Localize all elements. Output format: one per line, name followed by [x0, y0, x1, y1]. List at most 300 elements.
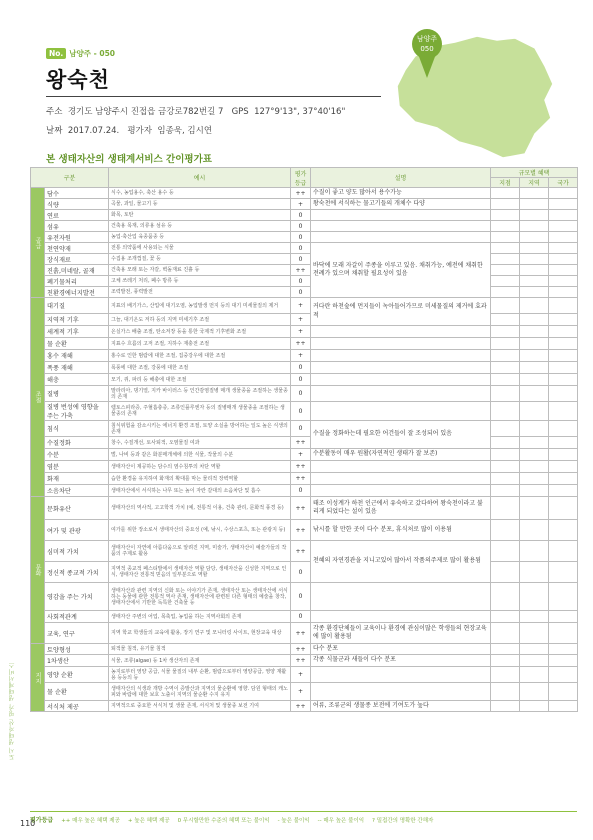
page-number: 110 [20, 819, 36, 828]
service-example: 생태자산에서 서식하는 나무 또는 높이 자란 갈대의 소음차단 및 흡수 [109, 485, 291, 497]
benefit-local-cell [491, 254, 520, 265]
service-description [311, 232, 491, 243]
benefit-region-cell [520, 298, 549, 314]
service-grade: + [291, 314, 311, 326]
service-example: 화목, 토탄 [109, 210, 291, 221]
service-example: 창수, 수질개선, 토사퇴적, 오염물질 여과 [109, 437, 291, 449]
category-group-label: 지지 [34, 671, 41, 684]
service-item: 정신적 종교적 가치 [45, 562, 109, 583]
table-row [31, 254, 578, 265]
service-example: 퇴적물 침적, 유기물 침적 [109, 644, 291, 655]
benefit-nation-cell [549, 449, 578, 461]
table-row [31, 683, 578, 701]
assessment-table [30, 167, 578, 712]
service-item: 소음차단 [45, 485, 109, 497]
section-title: 본 생태자산의 생태계서비스 간이평가표 [46, 154, 212, 165]
benefit-region-cell [520, 583, 549, 611]
benefit-nation-cell [549, 402, 578, 421]
table-row [31, 485, 578, 497]
benefit-nation-cell [549, 314, 578, 326]
service-example: 식수, 농업용수, 축산 용수 등 [109, 188, 291, 199]
benefit-nation-cell [549, 276, 578, 287]
service-grade: 0 [291, 583, 311, 611]
service-example: 지역적 종교적 페스티발에서 생태자산 역할 담당, 생태자산을 신성한 지역으로 인식, 생태자산 전통적 믿음의 일부분으로 역할 [109, 562, 291, 583]
service-example: 렙토스피라증, 주혈흡충증, 조류인플루엔자 등의 질병매개 생물종을 조절하는 생물종의 존재 [109, 402, 291, 421]
service-example: 그늘, 대기온도 저하 등의 지역 미세기후 조절 [109, 314, 291, 326]
benefit-region-cell [520, 210, 549, 221]
service-grade: ++ [291, 520, 311, 541]
service-grade: 0 [291, 287, 311, 298]
service-grade: 0 [291, 562, 311, 583]
benefit-nation-cell [549, 473, 578, 485]
benefit-nation-cell [549, 265, 578, 276]
service-grade: ++ [291, 461, 311, 473]
benefit-nation-cell [549, 611, 578, 623]
benefit-local-cell [491, 421, 520, 437]
benefit-region-cell [520, 520, 549, 541]
benefit-region-cell [520, 473, 549, 485]
table-row [31, 583, 578, 611]
service-item: 질병 [45, 386, 109, 402]
table-row [31, 314, 578, 326]
category-group-cell [31, 497, 45, 644]
legend-item: ? 밀접간의 명확한 간해자 [372, 817, 434, 824]
service-item: 섬유 [45, 221, 109, 232]
service-grade: 0 [291, 243, 311, 254]
assessor-label: 평가자 [127, 126, 152, 136]
service-grade: + [291, 449, 311, 461]
service-item: 침식 [45, 421, 109, 437]
benefit-region-cell [520, 485, 549, 497]
service-grade: 0 [291, 276, 311, 287]
table-row [31, 402, 578, 421]
benefit-local-cell [491, 473, 520, 485]
service-item: 대기질 [45, 298, 109, 314]
category-group-label: 공급 [34, 236, 41, 249]
benefit-nation-cell [549, 210, 578, 221]
benefit-nation-cell [549, 421, 578, 437]
meta-address-row [46, 105, 345, 117]
grade-legend [30, 811, 577, 824]
table-row [31, 386, 578, 402]
benefit-region-cell [520, 350, 549, 362]
service-description [311, 350, 491, 362]
benefit-nation-cell [549, 232, 578, 243]
service-example: 벌, 나비 등과 같은 화분매개체에 의한 식물, 작물의 수분 [109, 449, 291, 461]
benefit-nation-cell [549, 386, 578, 402]
benefit-local-cell [491, 210, 520, 221]
service-item: 물 순환 [45, 683, 109, 701]
address-value: 경기도 남양주시 진접읍 금강로782번길 7 [67, 107, 224, 117]
benefit-local-cell [491, 497, 520, 520]
service-grade: ++ [291, 338, 311, 350]
benefit-local-cell [491, 350, 520, 362]
service-item: 심미적 가치 [45, 541, 109, 562]
benefit-region-cell [520, 243, 549, 254]
benefit-nation-cell [549, 437, 578, 449]
table-row [31, 473, 578, 485]
benefit-nation-cell [549, 485, 578, 497]
legend-item: - 높은 불이익 [277, 817, 310, 824]
table-row [31, 338, 578, 350]
service-grade: 0 [291, 485, 311, 497]
service-item: 1차생산 [45, 655, 109, 667]
service-example: 고체 쓰레기 처리, 폐수 방류 등 [109, 276, 291, 287]
benefit-region-cell [520, 338, 549, 350]
benefit-region-cell [520, 326, 549, 338]
benefit-region-cell [520, 461, 549, 473]
legend-item: -- 매우 높은 불이익 [317, 817, 365, 824]
benefit-local-cell [491, 655, 520, 667]
legend-item: 0 무시할만한 수준의 혜택 또는 불이익 [177, 817, 270, 824]
service-item: 교육, 연구 [45, 623, 109, 644]
table-row [31, 449, 578, 461]
service-description: 천혜의 자연경관을 지니고있어 많아서 작품의주제로 많이 활용됨 [311, 541, 491, 583]
table-row [31, 421, 578, 437]
service-example: 생태자산 주변의 어업, 목축업, 농업을 하는 지역사회의 존재 [109, 611, 291, 623]
gps-label: GPS [231, 107, 249, 117]
table-row [31, 655, 578, 667]
service-item: 수분 [45, 449, 109, 461]
legend-item: ++ 매우 높은 혜택 제공 [61, 817, 120, 824]
service-description: 수분활동이 매우 원활(자연적인 생태가 잘 보존) [311, 449, 491, 461]
benefit-nation-cell [549, 221, 578, 232]
site-badge [46, 47, 115, 60]
benefit-nation-cell [549, 683, 578, 701]
benefit-region-cell [520, 221, 549, 232]
service-item: 질병 번성에 영향을 주는 가축 [45, 402, 109, 421]
benefit-nation-cell [549, 350, 578, 362]
benefit-nation-cell [549, 338, 578, 350]
assessor-value: 임종욱, 김시연 [157, 126, 213, 136]
category-group-cell [31, 298, 45, 497]
table-row [31, 701, 578, 712]
benefit-local-cell [491, 326, 520, 338]
service-example: 지역적으로 중요한 서식처 및 생물 존재, 서식처 및 생물종 보전 기여 [109, 701, 291, 712]
benefit-local-cell [491, 520, 520, 541]
service-item: 장식재료 [45, 254, 109, 265]
table-body [31, 188, 578, 712]
table-row [31, 562, 578, 583]
header-benefit: 규모별 혜택 [491, 168, 578, 178]
service-description [311, 326, 491, 338]
service-grade: 0 [291, 611, 311, 623]
service-description: 낚시를 할 만한 곳이 다수 분포, 휴식처로 많이 이용됨 [311, 520, 491, 541]
service-example: 습한 환경을 유지하여 화재의 확대를 막는 물리적 장벽역할 [109, 473, 291, 485]
table-row [31, 243, 578, 254]
benefit-local-cell [491, 386, 520, 402]
benefit-region-cell [520, 623, 549, 644]
service-item: 세계적 기후 [45, 326, 109, 338]
service-description: 수질이 좋고 양도 많아서 용수가능 [311, 188, 491, 199]
benefit-local-cell [491, 611, 520, 623]
benefit-local-cell [491, 298, 520, 314]
location-map [385, 26, 565, 166]
service-description: 각종 식물군과 새들이 다수 분포 [311, 655, 491, 667]
service-grade: + [291, 326, 311, 338]
badge-code: 남양주 - 050 [69, 49, 116, 58]
address-label: 주소 [46, 107, 63, 117]
service-description [311, 402, 491, 421]
benefit-local-cell [491, 232, 520, 243]
benefit-region-cell [520, 199, 549, 210]
benefit-region-cell [520, 276, 549, 287]
service-example: 침식위험을 감소시키는 에너지 환경 조절, 토양 소실을 방어하는 일도 높은 식생의 존재 [109, 421, 291, 437]
service-description: 각종 환경단체들이 교육이나 환경에 관심이많은 학생들의 현장교육에 많이 활용됨 [311, 623, 491, 644]
service-grade: + [291, 199, 311, 210]
service-description [311, 611, 491, 623]
table-row [31, 667, 578, 683]
title-divider [46, 96, 381, 97]
benefit-nation-cell [549, 374, 578, 386]
service-grade: ++ [291, 655, 311, 667]
table-row [31, 199, 578, 210]
benefit-local-cell [491, 623, 520, 644]
benefit-nation-cell [549, 583, 578, 611]
service-description: 다수 분포 [311, 644, 491, 655]
benefit-local-cell [491, 485, 520, 497]
service-grade: ++ [291, 437, 311, 449]
table-row [31, 623, 578, 644]
header-example: 예시 [109, 168, 291, 188]
benefit-local-cell [491, 402, 520, 421]
service-description [311, 221, 491, 232]
table-row [31, 232, 578, 243]
benefit-local-cell [491, 287, 520, 298]
service-item: 사회적관계 [45, 611, 109, 623]
table-row [31, 611, 578, 623]
benefit-nation-cell [549, 199, 578, 210]
header-nation: 국가 [549, 178, 578, 188]
table-row [31, 326, 578, 338]
service-description: 수질을 정화하는데 필요한 어건들이 잘 조성되어 있음 [311, 421, 491, 449]
table-row [31, 362, 578, 374]
table-row [31, 437, 578, 449]
service-example: 여가를 위한 장소로서 생태자산의 중요성 (예, 낚시, 수상스포츠, 또는 관광지 등) [109, 520, 291, 541]
service-example: 농지로부터 영양 공급, 식물 물질의 내부 순환, 범람으로부터 영양공급, 영양 재활용 등등의 등 [109, 667, 291, 683]
benefit-nation-cell [549, 254, 578, 265]
legend-label: 평가등급 [30, 817, 54, 824]
benefit-region-cell [520, 644, 549, 655]
service-example: 지표의 배기가스, 산업에 대기오염, 농업발생 먼지 등의 대기 미세물질의 제거 [109, 298, 291, 314]
benefit-local-cell [491, 541, 520, 562]
benefit-region-cell [520, 701, 549, 712]
service-item: 지역적 기후 [45, 314, 109, 326]
benefit-region-cell [520, 437, 549, 449]
service-example: 곡물, 과일, 물고기 등 [109, 199, 291, 210]
service-description: 어류, 조류군의 생물종 보전에 기여도가 높다 [311, 701, 491, 712]
service-item: 화재 [45, 473, 109, 485]
service-grade: + [291, 350, 311, 362]
service-description [311, 473, 491, 485]
side-running-text: 도시 생태자산 평가 생태계서비스 [9, 661, 16, 760]
service-item: 문화유산 [45, 497, 109, 520]
service-example: 지역 학교 학생들의 교육에 활용, 장기 연구 및 모니터링 사이트, 현장교육 대상 [109, 623, 291, 644]
category-group-label: 문화 [34, 564, 41, 576]
benefit-nation-cell [549, 243, 578, 254]
service-description [311, 210, 491, 221]
benefit-local-cell [491, 437, 520, 449]
benefit-region-cell [520, 541, 549, 562]
benefit-local-cell [491, 338, 520, 350]
table-row [31, 298, 578, 314]
benefit-local-cell [491, 461, 520, 473]
table-row [31, 221, 578, 232]
service-example: 생태자산과 관련 지역의 신화 또는 이야기가 존재, 생태자산 또는 생태자산에 서식하는 동물에 관한 전통적 역사 존재, 생태자산에 관련된 다른 형태의 예술을 창작, 생태자산에서 기반한 독특한 건축물 등 [109, 583, 291, 611]
category-group-cell [31, 188, 45, 298]
table-row [31, 461, 578, 473]
service-item: 진흙,미네랄, 골재 [45, 265, 109, 276]
benefit-local-cell [491, 644, 520, 655]
service-item: 토양형성 [45, 644, 109, 655]
service-item: 담수 [45, 188, 109, 199]
service-example: 수집용 조개껍질, 꽃 등 [109, 254, 291, 265]
benefit-region-cell [520, 655, 549, 667]
service-item: 천연약재 [45, 243, 109, 254]
service-example: 전통 의약품에 사용되는 식물 [109, 243, 291, 254]
service-grade: 0 [291, 221, 311, 232]
service-description [311, 485, 491, 497]
benefit-nation-cell [549, 362, 578, 374]
benefit-region-cell [520, 683, 549, 701]
service-description: 바닥에 모래 자갈이 주종을 이루고 있음. 채취가능, 예전에 채취한 전례가 있으며 채취할 필요성이 있음 [311, 243, 491, 298]
service-example: 폭풍에 대한 조절, 강풍에 대한 조절 [109, 362, 291, 374]
benefit-region-cell [520, 421, 549, 437]
benefit-region-cell [520, 287, 549, 298]
benefit-local-cell [491, 701, 520, 712]
service-grade: 0 [291, 232, 311, 243]
header-grade: 평가 등급 [291, 168, 311, 188]
service-item: 염분 [45, 461, 109, 473]
benefit-region-cell [520, 188, 549, 199]
benefit-local-cell [491, 374, 520, 386]
map-label-code: 050 [420, 45, 434, 53]
service-grade: + [291, 298, 311, 314]
benefit-region-cell [520, 314, 549, 326]
benefit-nation-cell [549, 644, 578, 655]
service-item: 영양 순환 [45, 667, 109, 683]
category-group-cell [31, 644, 45, 712]
service-grade: ++ [291, 497, 311, 520]
benefit-local-cell [491, 243, 520, 254]
map-label-name: 남양주 [416, 35, 438, 43]
table-row [31, 210, 578, 221]
service-grade: 0 [291, 362, 311, 374]
benefit-nation-cell [549, 667, 578, 683]
service-item: 서식처 제공 [45, 701, 109, 712]
service-description [311, 583, 491, 611]
benefit-local-cell [491, 583, 520, 611]
header-description: 설명 [311, 168, 491, 188]
benefit-nation-cell [549, 287, 578, 298]
service-description [311, 461, 491, 473]
table-row [31, 188, 578, 199]
date-label: 날짜 [46, 126, 63, 136]
service-grade: 0 [291, 374, 311, 386]
service-item: 식량 [45, 199, 109, 210]
service-item: 해충 [45, 374, 109, 386]
header-local: 지점 [491, 178, 520, 188]
service-example: 생태자산의 역사적, 고고학적 가치 (예, 전통적 이용, 건축 관리, 문화적 풍경 등) [109, 497, 291, 520]
table-row [31, 497, 578, 520]
service-example: 말라리아, 댕기열, 지카 바이러스 등 인간감염질병 매개 생물종을 조절하는 생물종의 존재 [109, 386, 291, 402]
service-item: 물 순환 [45, 338, 109, 350]
service-example: 농업·축산업 육종품종 등 [109, 232, 291, 243]
service-item: 폐기물처리 [45, 276, 109, 287]
benefit-local-cell [491, 199, 520, 210]
service-description [311, 338, 491, 350]
service-example: 온실가스 배출 조절, 탄소저장 등을 통한 국제적 기후변화 조절 [109, 326, 291, 338]
table-row [31, 265, 578, 276]
service-grade: + [291, 667, 311, 683]
page-title: 왕숙천 [46, 68, 110, 92]
benefit-nation-cell [549, 188, 578, 199]
gps-value: 127°9'13", 37°40'16" [254, 107, 346, 117]
service-grade: ++ [291, 188, 311, 199]
benefit-region-cell [520, 497, 549, 520]
service-item: 폭풍 재해 [45, 362, 109, 374]
service-item: 여가 및 관광 [45, 520, 109, 541]
table-row [31, 541, 578, 562]
benefit-nation-cell [549, 541, 578, 562]
benefit-local-cell [491, 314, 520, 326]
service-example: 건축용 모래 또는 자갈, 벽돌재료 진흙 등 [109, 265, 291, 276]
service-description [311, 667, 491, 683]
service-grade: ++ [291, 701, 311, 712]
benefit-local-cell [491, 188, 520, 199]
service-grade: ++ [291, 623, 311, 644]
service-grade: ++ [291, 473, 311, 485]
benefit-local-cell [491, 667, 520, 683]
service-item: 연료 [45, 210, 109, 221]
benefit-local-cell [491, 362, 520, 374]
benefit-local-cell [491, 562, 520, 583]
table-row [31, 374, 578, 386]
service-grade: 0 [291, 386, 311, 402]
badge-no: No. [46, 48, 66, 59]
benefit-region-cell [520, 265, 549, 276]
benefit-local-cell [491, 265, 520, 276]
benefit-nation-cell [549, 298, 578, 314]
service-grade: ++ [291, 265, 311, 276]
benefit-nation-cell [549, 701, 578, 712]
benefit-nation-cell [549, 562, 578, 583]
service-example: 생태자산이 자연에 아름다움으로 알려진 지역, 미술가, 생태자산이 예술가들의 작품의 주제로 활용 [109, 541, 291, 562]
service-description: 커다란 하천숲에 먼지들이 녹아들어가므로 미세물질의 제거에 효과적 [311, 298, 491, 326]
service-example: 홍수로 인한 범람에 대한 조절, 집중강우에 대한 조절 [109, 350, 291, 362]
benefit-local-cell [491, 683, 520, 701]
service-description [311, 386, 491, 402]
benefit-region-cell [520, 611, 549, 623]
service-example: 지표수 흐름의 고저 조절, 지하수 재충전 조절 [109, 338, 291, 350]
table-row [31, 644, 578, 655]
benefit-nation-cell [549, 461, 578, 473]
service-item: 유전자원 [45, 232, 109, 243]
service-grade: 0 [291, 254, 311, 265]
service-grade: ++ [291, 541, 311, 562]
benefit-region-cell [520, 232, 549, 243]
service-grade: + [291, 683, 311, 701]
table-row [31, 520, 578, 541]
table-row [31, 276, 578, 287]
benefit-region-cell [520, 402, 549, 421]
service-description [311, 683, 491, 701]
benefit-local-cell [491, 221, 520, 232]
service-grade: 0 [291, 210, 311, 221]
service-example: 생태자산이 제공하는 담수의 염수침투의 차단 역할 [109, 461, 291, 473]
benefit-local-cell [491, 276, 520, 287]
benefit-nation-cell [549, 623, 578, 644]
